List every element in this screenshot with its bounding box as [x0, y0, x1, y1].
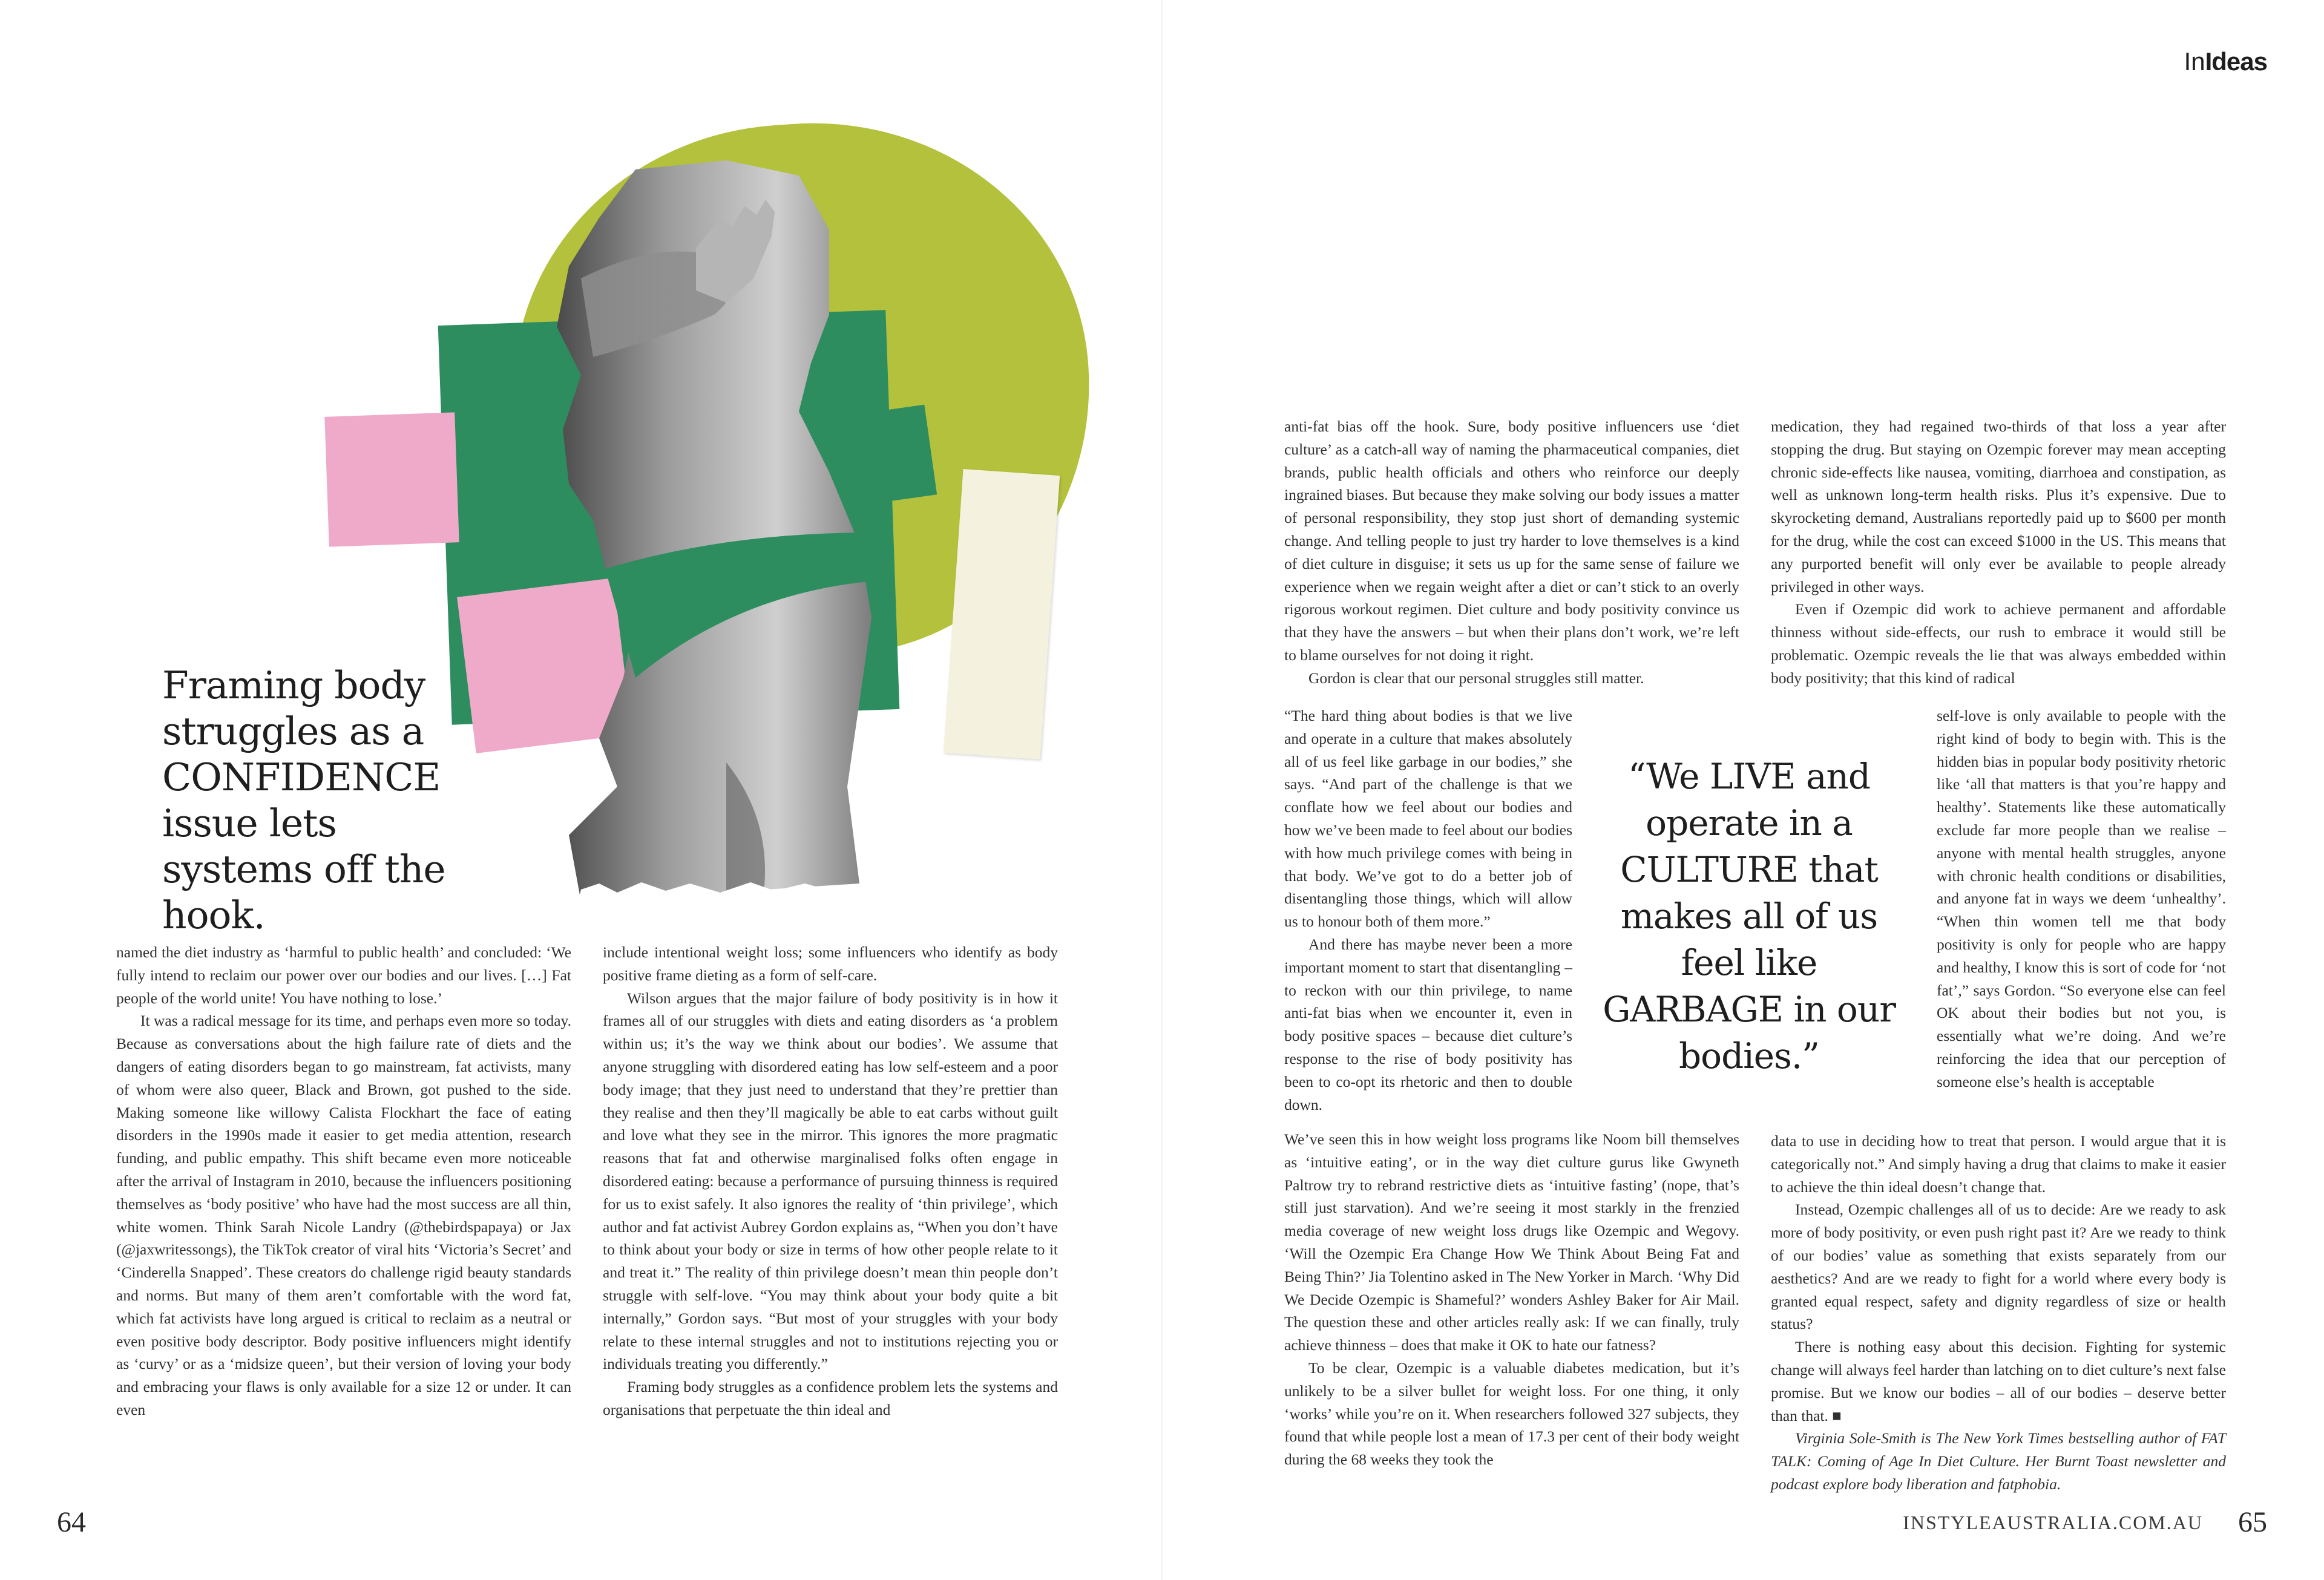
website-url: INSTYLEAUSTRALIA.COM.AU: [1903, 1512, 2203, 1533]
paragraph: Wilson argues that the major failure of body positivity is in how it frames all of our struggles with diets and eating disorders as ‘a problem within us; it’s the way we think about our bodies’. We assume that anyone struggling with disordered eating has low self-esteem and a poor body image; that they just need to understand that they’re prettier than they realise and then they’ll magically be able to eat carbs without guilt and love what they see in the mirror. This ignores the more pragmatic reasons that fat and otherwise marginalised folks often engage in disordered eating: because a performance of pursuing thinness is required for us to exist safely. It also ignores the reality of ‘thin privilege’, which author and fat activist Aubrey Gordon explains as, “When you don’t have to think about your body or size in terms of how other people relate to it and treat it.” The reality of thin privilege doesn’t mean thin people don’t struggle with self-love. “You may think about your body quite a bit internally,” Gordon says. “But most of your struggles with your body relate to these internal struggles and not to institutions rejecting you or individuals treating you differently.”: [603, 989, 1058, 1373]
body-column-4-narrow: [1937, 704, 2226, 1093]
paragraph: self-love is only available to people with the right kind of body to begin with. This is the hidden bias in popular body positivity rhetoric like ‘all that matters is that you’re happy and healthy’. Statements like these automatically exclude far more people than we realise – anyone with mental health struggles, anyone with chronic health conditions or disabilities, and anyone fat in ways we deem ‘unhealthy’. “When thin women tell me that body positivity is only for people who are happy and healthy, I know this is sort of code for ‘not fat’,” says Gordon. “So everyone else can feel OK about their bodies but not you, is essentially what we’re doing. And we’re reinforcing the idea that our perception of someone else’s health is acceptable: [1937, 707, 2226, 1090]
page-gutter: [1161, 0, 1163, 1580]
pink-square-small: [324, 412, 459, 546]
paragraph: data to use in deciding how to treat that person. I would argue that it is categorically not.” And simply having a drug that claims to make it easier to achieve the thin ideal doesn’t change that.: [1771, 1132, 2226, 1196]
body-column-3-bottom: [1284, 1128, 1739, 1471]
page-number-left: 64: [57, 1506, 86, 1538]
section-tag: InIdeas: [2184, 47, 2267, 76]
author-byline: Virginia Sole-Smith is The New York Times bestselling author of FAT TALK: Coming of Age In Diet Culture. Her Burnt Toast newsletter and podcast explore body liberation and fatphobia.: [1771, 1429, 2226, 1493]
paragraph: To be clear, Ozempic is a valuable diabetes medication, but it’s unlikely to be a silver bullet for weight loss. For one thing, it only ‘works’ while you’re on it. When researchers followed 327 subjects, they found that while people lost a mean of 17.3 per cent of their body weight during the 68 weeks they took the: [1284, 1359, 1739, 1469]
paragraph: include intentional weight loss; some influencers who identify as body positive frame dieting as a form of self-care.: [603, 943, 1058, 984]
paragraph: Framing body struggles as a confidence problem lets the systems and organisations that perpetuate the thin ideal and: [603, 1378, 1058, 1418]
body-column-2: [603, 941, 1058, 1421]
body-figure-image: [545, 157, 884, 902]
paragraph: anti-fat bias off the hook. Sure, body positive influencers use ‘diet culture’ as a catch-all way of naming the pharmaceutical companies, diet brands, public health officials and others who reinforce our deeply ingrained biases. But because they make solving our body issues a matter of personal responsibility, they stop just short of demanding systemic change. And telling people to just try harder to love themselves is a kind of diet culture in disguise; it sets us up for the same sense of failure we experience when we regain weight after a diet or can’t stick to an overly rigorous workout regimen. Diet culture and body positivity convince us that they have the answers – but when their plans don’t work, we’re left to blame ourselves for not doing it right.: [1284, 418, 1739, 664]
body-column-3-narrow: [1284, 704, 1572, 1116]
paragraph: named the diet industry as ‘harmful to public health’ and concluded: ‘We fully intend to reclaim our power over our bodies and our lives. […] Fat people of the world unite! You have nothing to lose.’: [116, 943, 571, 1007]
paragraph: medication, they had regained two-thirds of that loss a year after stopping the drug. But staying on Ozempic forever may mean accepting chronic side-effects like nausea, vomiting, diarrhoea and constipation, as well as unknown long-term health risks. Plus it’s expensive. Due to skyrocketing demand, Australians reportedly paid up to $600 per month for the drug, while the cost can exceed $1000 in the US. This means that any purported benefit will only ever be available to people already privileged in other ways.: [1771, 418, 2226, 595]
paragraph: “The hard thing about bodies is that we live and operate in a culture that makes absolutely all of us feel like garbage in our bodies,” she says. “And part of the challenge is that we conflate how we feel about our bodies and how we’ve been made to feel about our bodies with how much privilege comes with being in that body. We’ve got to do a better job of disentangling those things, which will allow us to honour both of them more.”: [1284, 707, 1572, 931]
paragraph: Instead, Ozempic challenges all of us to decide: Are we ready to ask more of body positivity, or even push right past it? Are we ready to think of our bodies’ value as something that exists separately from our aesthetics? And are we ready to fight for a world where every body is granted equal respect, safety and dignity regardless of size or health status?: [1771, 1201, 2226, 1333]
paragraph: We’ve seen this in how weight loss programs like Noom bill themselves as ‘intuitive eating’, or in the way diet culture gurus like Gwyneth Paltrow try to rebrand restrictive diets as ‘intuitive fasting’ (nope, that’s still just starvation). And we’re seeing it most starkly in the frenzied media coverage of new weight loss drugs like Ozempic and Wegovy. ‘Will the Ozempic Era Change How We Think About Being Fat and Being Thin?’ Jia Tolentino asked in The New Yorker in March. ‘Why Did We Decide Ozempic is Shameful?’ wonders Ashley Baker for Air Mail. The question these and other articles really ask: If we can finally, truly achieve thinness – does that make it OK to hate our fatness?: [1284, 1130, 1739, 1354]
body-column-3-top: [1284, 415, 1739, 690]
paragraph: Even if Ozempic did work to achieve permanent and affordable thinness without side-effects, our rush to embrace it would still be problematic. Ozempic reveals the lie that was always embedded within body positivity; that this kind of radical: [1771, 600, 2226, 687]
paragraph: There is nothing easy about this decision. Fighting for systemic change will always feel harder than latching on to diet culture’s next false promise. But we know our bodies – all of our bodies – deserve better than that. ■: [1771, 1338, 2226, 1424]
cream-paper-strip: [944, 469, 1060, 759]
paragraph: It was a radical message for its time, and perhaps even more so today. Because as conversations about the high failure rate of diets and the dangers of eating disorders began to go mainstream, fat activists, many of whom were also queer, Black and Brown, got pushed to the side. Making someone like willowy Calista Flockhart the face of eating disorders in the 1990s made it easier to get media attention, research funding, and public empathy. This shift became even more noticeable after the arrival of Instagram in 2010, because the influencers positioning themselves as ‘body positive’ who have had the most success are all thin, white women. Think Sarah Nicole Landry (@thebirdspapaya) or Jax (@jaxwritessongs), the TikTok creator of viral hits ‘Victoria’s Secret’ and ‘Cinderella Snapped’. These creators do challenge rigid beauty standards and norms. But many of them aren’t comfortable with the word fat, which fat activists have long argued is critical to reclaim as a neutral or even positive body descriptor. Body positive influencers might identify as ‘curvy’ or as a ‘midsize queen’, but their version of loving your body and embracing your flaws is only available for a size 12 or under. It can even: [116, 1012, 571, 1418]
paragraph: And there has maybe never been a more important moment to start that disentangling – to reckon with our thin privilege, to name anti-fat bias when we encounter it, even in body positive spaces – because diet culture’s response to the rise of body positivity has been to co-opt its rhetoric and then to double down.: [1284, 935, 1572, 1113]
paragraph: Gordon is clear that our personal struggles still matter.: [1308, 669, 1644, 687]
body-column-4-bottom: [1771, 1130, 2226, 1496]
body-column-4-top: [1771, 415, 2226, 690]
pull-quote-left: Framing body struggles as a CONFIDENCE issue lets systems off the hook.: [162, 663, 445, 937]
body-column-1: [116, 941, 571, 1421]
page-number-right: 65: [2238, 1506, 2267, 1538]
pull-quote-right: “We LIVE and operate in a CULTURE that makes all of us feel like GARBAGE in our bodies.”: [1603, 756, 1896, 1077]
